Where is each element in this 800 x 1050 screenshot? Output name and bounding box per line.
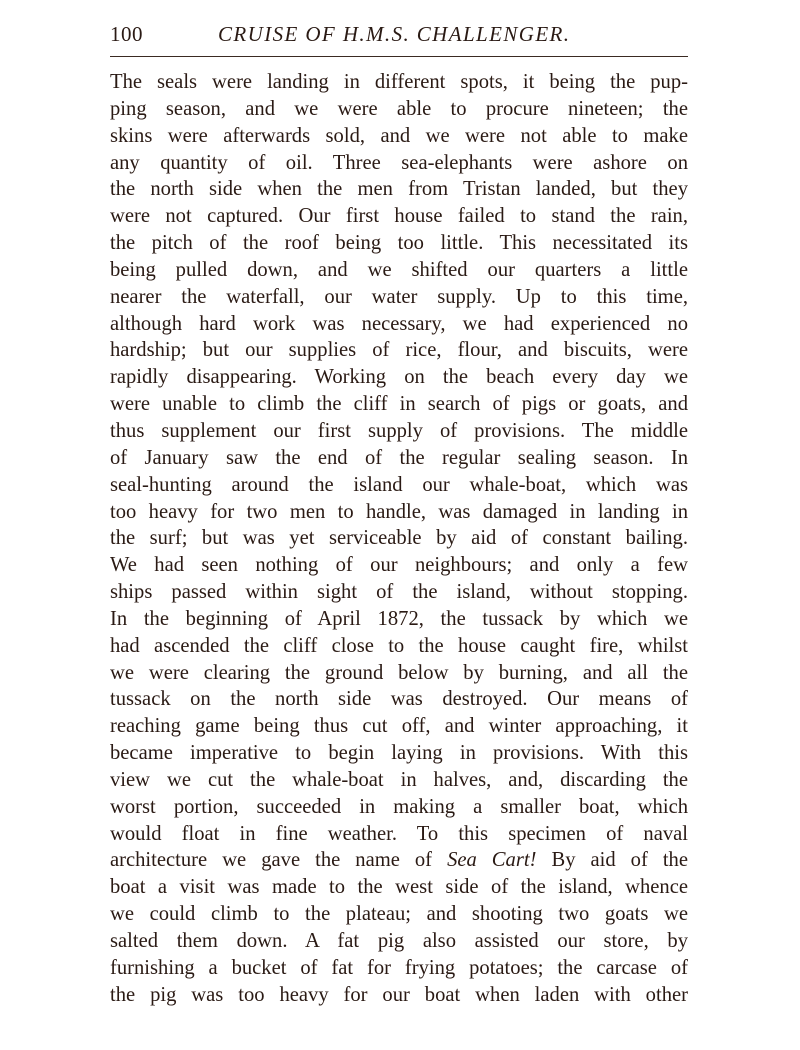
- text-line: ping season, and we were able to procure nineteen; the: [110, 97, 688, 120]
- text-line: worst portion, succeeded in making a smaller boat, which: [110, 795, 688, 818]
- text-line: would float in fine weather. To this specimen of naval: [110, 822, 688, 845]
- text-line: tussack on the north side was destroyed. Our means of: [110, 688, 688, 711]
- text-line-with-italic: [110, 847, 688, 874]
- text-line: The seals were landing in different spots, it being the pup-: [110, 71, 688, 93]
- body-text: [110, 69, 688, 1009]
- text-line: we were clearing the ground below by burning, and all the: [110, 661, 688, 684]
- page-header: [110, 18, 688, 52]
- text-line: In the beginning of April 1872, the tussack by which we: [110, 607, 688, 630]
- text-line: hardship; but our supplies of rice, flour, and biscuits, were: [110, 339, 688, 362]
- text-line: nearer the waterfall, our water supply. Up to this time,: [110, 285, 688, 308]
- text-segment: By aid of the: [551, 849, 688, 872]
- text-line: were unable to climb the cliff in search of pigs or goats, and: [110, 393, 688, 416]
- text-line: the surf; but was yet serviceable by aid of constant bailing.: [110, 527, 688, 550]
- text-line: boat a visit was made to the west side of the island, whence: [110, 876, 688, 899]
- text-segment: architecture we gave the name of: [110, 849, 433, 872]
- text-line: any quantity of oil. Three sea-elephants were ashore on: [110, 151, 688, 174]
- text-line: the pig was too heavy for our boat when laden with other: [110, 983, 688, 1006]
- text-line: thus supplement our first supply of provisions. The middle: [110, 419, 688, 442]
- text-line: of January saw the end of the regular sealing season. In: [110, 446, 688, 469]
- running-title: CRUISE OF H.M.S. CHALLENGER.: [218, 22, 571, 46]
- text-line: We had seen nothing of our neighbours; and only a few: [110, 554, 688, 577]
- text-line: rapidly disappearing. Working on the beach every day we: [110, 366, 688, 389]
- text-line: became imperative to begin laying in provisions. With this: [110, 742, 688, 765]
- text-line: we could climb to the plateau; and shooting two goats we: [110, 903, 688, 926]
- text-line: furnishing a bucket of fat for frying potatoes; the carcase of: [110, 956, 688, 979]
- text-line: the north side when the men from Tristan landed, but they: [110, 178, 688, 201]
- text-line: salted them down. A fat pig also assisted our store, by: [110, 930, 688, 952]
- italic-boat-name: Sea Cart!: [447, 849, 537, 872]
- text-line: skins were afterwards sold, and we were not able to make: [110, 124, 688, 147]
- text-line: had ascended the cliff close to the house caught fire, whilst: [110, 634, 688, 657]
- text-line: being pulled down, and we shifted our quarters a little: [110, 258, 688, 281]
- text-line: view we cut the whale-boat in halves, and, discarding the: [110, 768, 688, 791]
- text-line: ships passed within sight of the island, without stopping.: [110, 581, 688, 604]
- text-line: the pitch of the roof being too little. This necessitated its: [110, 232, 688, 255]
- text-line: reaching game being thus cut off, and winter approaching, it: [110, 715, 688, 738]
- header-rule: [110, 56, 688, 57]
- text-line: too heavy for two men to handle, was damaged in landing in: [110, 500, 688, 523]
- text-line: were not captured. Our first house failed to stand the rain,: [110, 205, 688, 228]
- text-line: although hard work was necessary, we had experienced no: [110, 312, 688, 335]
- text-line: seal-hunting around the island our whale-boat, which was: [110, 473, 688, 496]
- page-number: 100: [110, 22, 143, 46]
